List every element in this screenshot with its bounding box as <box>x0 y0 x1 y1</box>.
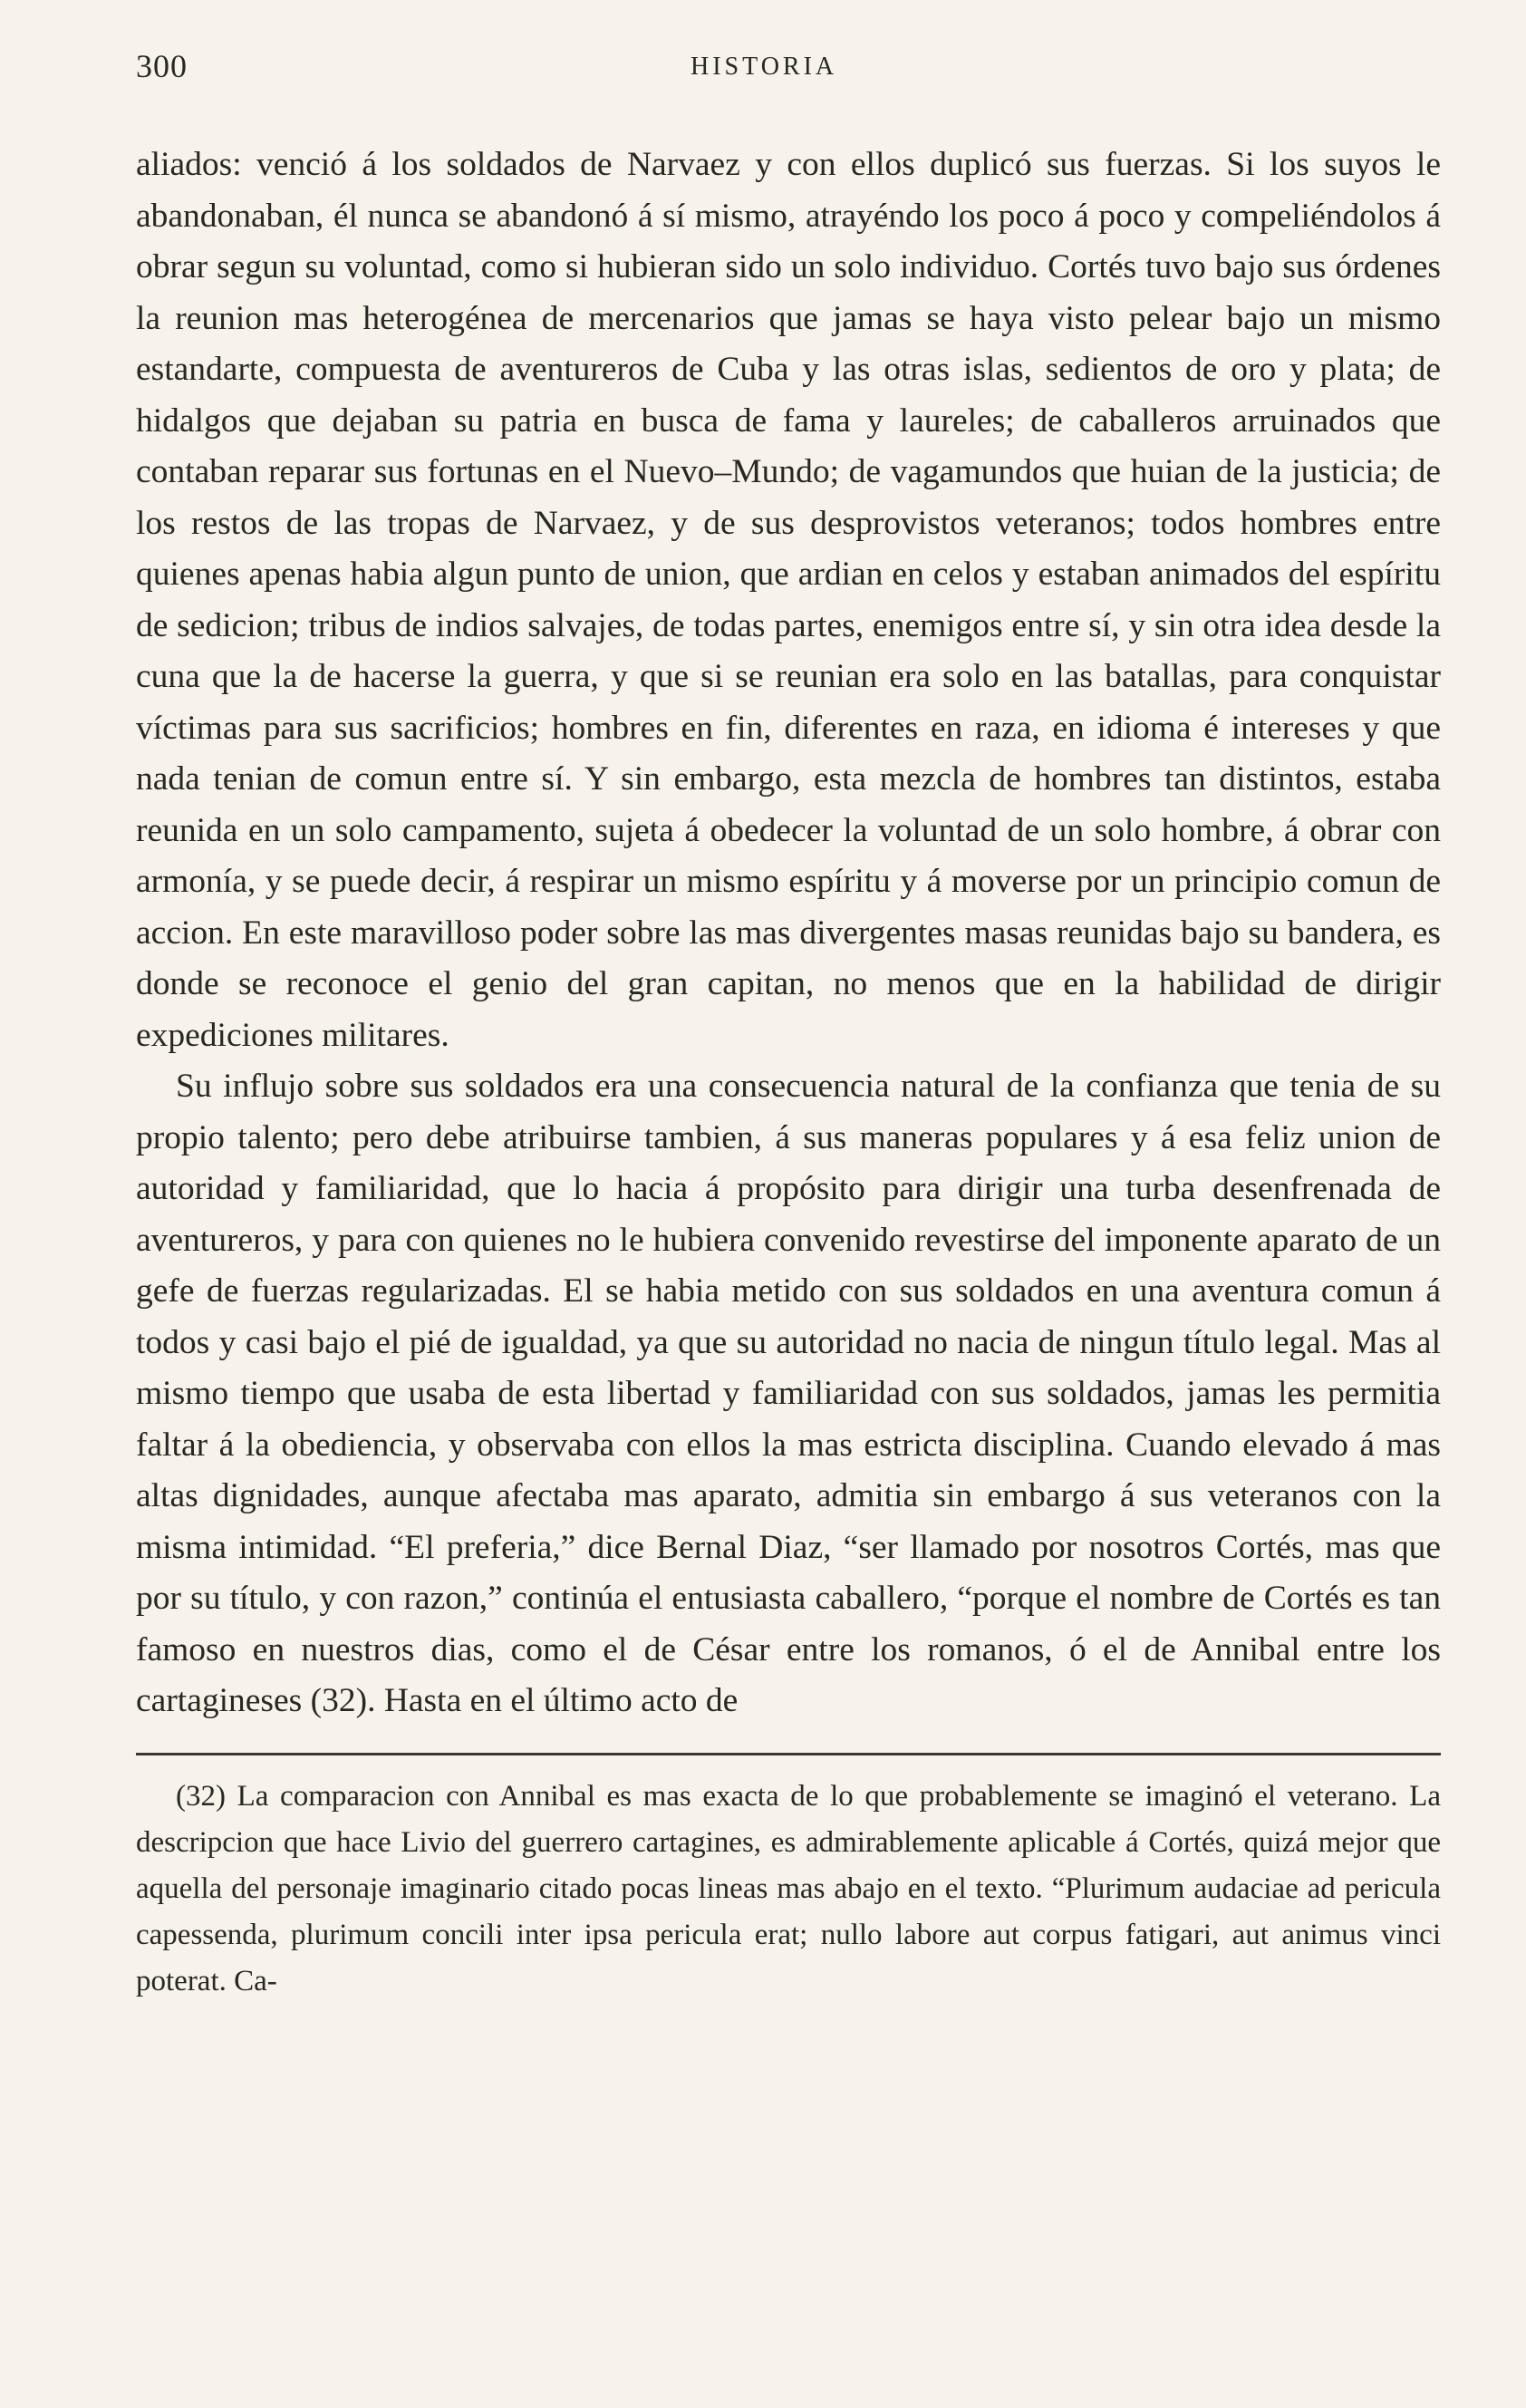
page-number: 300 <box>136 48 188 84</box>
paragraph-1: aliados: venció á los soldados de Narvaez y con ellos duplicó sus fuerzas. Si los suyos le abandonaban, él nunca se abandonó á sí mismo, atrayéndo los poco á poco y compeliéndolos á obrar segun su voluntad, como si hubieran sido un solo individuo. Cortés tuvo bajo sus órdenes la reunion mas heterogénea de mercenarios que jamas se haya visto pelear bajo un mismo estandarte, compuesta de aventureros de Cuba y las otras islas, sedientos de oro y plata; de hidalgos que dejaban su patria en busca de fama y laureles; de caballeros arruinados que contaban reparar sus fortunas en el Nuevo–Mundo; de vagamundos que huian de la justicia; de los restos de las tropas de Narvaez, y de sus desprovistos veteranos; todos hombres entre quienes apenas habia algun punto de union, que ardian en celos y estaban animados del espíritu de sedicion; tribus de indios salvajes, de todas partes, enemigos entre sí, y sin otra idea desde la cuna que la de hacerse la guerra, y que si se reunian era solo en las batallas, para conquistar víctimas para sus sacrificios; hombres en fin, diferentes en raza, en idioma é intereses y que nada tenian de comun entre sí. Y sin embargo, esta mezcla de hombres tan distintos, estaba reunida en un solo campamento, sujeta á obedecer la voluntad de un solo hombre, á obrar con armonía, y se puede decir, á respirar un mismo espíritu y á moverse por un principio comun de accion. En este maravilloso poder sobre las mas divergentes masas reunidas bajo su bandera, es donde se reconoce el genio del gran capitan, no menos que en la habilidad de dirigir expediciones militares. <box>136 146 1441 1054</box>
paragraph-2: Su influjo sobre sus soldados era una consecuencia natural de la confianza que tenia de su propio talento; pero debe atribuirse tambien, á sus maneras populares y á esa feliz union de autoridad y familiaridad, que lo hacia á propósito para dirigir una turba desenfrenada de aventureros, y para con quienes no le hubiera convenido revestirse del imponente aparato de un gefe de fuerzas regularizadas. El se habia metido con sus soldados en una aventura comun á todos y casi bajo el pié de igualdad, ya que su autoridad no nacia de ningun título legal. Mas al mismo tiempo que usaba de esta libertad y familiaridad con sus soldados, jamas les permitia faltar á la obediencia, y observaba con ellos la mas estricta disciplina. Cuando elevado á mas altas dignidades, aunque afectaba mas aparato, admitia sin embargo á sus veteranos con la misma intimidad. “El preferia,” dice Bernal Diaz, “ser llamado por nosotros Cortés, mas que por su título, y con razon,” continúa el entusiasta caballero, “porque el nombre de Cortés es tan famoso en nuestros dias, como el de César entre los romanos, ó el de Annibal entre los cartagineses (32). Hasta en el último acto de <box>136 1068 1441 1719</box>
page-header <box>136 44 1441 94</box>
footnote-divider <box>136 1753 1441 1755</box>
body-text <box>136 140 1441 1727</box>
running-head: HISTORIA <box>691 53 838 81</box>
footnote-32: (32) La comparacion con Annibal es mas exacta de lo que probablemente se imaginó el veterano. La descripcion que hace Livio del guerrero cartagines, es admirablemente aplicable á Cortés, quizá mejor que aquella del personaje imaginario citado pocas lineas mas abajo en el texto. “Plurimum audaciae ad pericula capessenda, plurimum concili inter ipsa pericula erat; nullo labore aut corpus fatigari, aut animus vinci poterat. Ca- <box>136 1779 1441 1997</box>
book-page <box>136 44 1441 2005</box>
